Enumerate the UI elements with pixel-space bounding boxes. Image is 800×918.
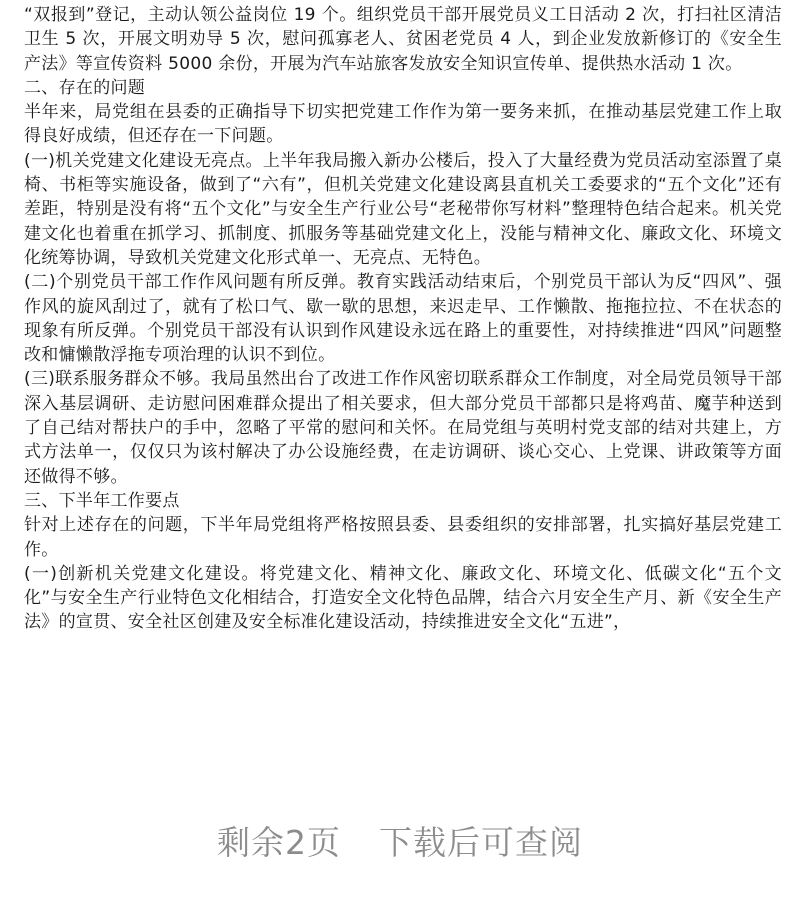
content-fade-overlay	[0, 700, 800, 800]
paragraph-problems-intro: 半年来，局党组在县委的正确指导下切实把党建工作作为第一要务来抓，在推动基层党建工作上取得良好成绩，但还存在一下问题。	[24, 102, 782, 147]
paragraph-next-half-intro: 针对上述存在的问题，下半年局党组将严格按照县委、县委组织的安排部署，扎实搞好基层党建工作。	[24, 515, 782, 560]
paragraph-problem-2: (二)个别党员干部工作作风问题有所反弹。教育实践活动结束后，个别党员干部认为反“四风”、强作风的旋风刮过了，就有了松口气、歇一歇的思想，来迟走早、工作懒散、拖拖拉拉、不在状态的现象有所反弹。个别党员干部没有认识到作风建设永远在路上的重要性，对持续推进“四风”问题整改和慵懒散浮拖专项治理的认识不到位。	[24, 272, 782, 366]
remaining-pages-label: 剩余2页	[217, 823, 341, 862]
remaining-pages-notice[interactable]	[0, 817, 800, 864]
paragraph-plan-1: (一)创新机关党建文化建设。将党建文化、精神文化、廉政文化、环境文化、低碳文化“五个文化”与安全生产行业特色文化相结合，打造安全文化特色品牌，结合六月安全生产月、新《安全生产法》的宣贯、安全社区创建及安全标准化建设活动，持续推进安全文化“五进”，	[24, 563, 782, 633]
document-body	[24, 3, 782, 635]
section-heading-problems: 二、存在的问题	[24, 77, 146, 98]
section-heading-next-half: 三、下半年工作要点	[24, 490, 180, 511]
paragraph-volunteer-activities: “双报到”登记，主动认领公益岗位 19 个。组织党员干部开展党员义工日活动 2 次，打扫社区清洁卫生 5 次，开展文明劝导 5 次，慰问孤寡老人、贫困老党员 4 人，到企业发放新修订的《安全生产法》等宣传资料 5000 余份，开展为汽车站旅客发放安全知识宣传单、提供热水活动 1 次。	[24, 5, 782, 74]
download-hint-label: 下载后可查阅	[379, 823, 583, 862]
paragraph-problem-3: (三)联系服务群众不够。我局虽然出台了改进工作作风密切联系群众工作制度，对全局党员领导干部深入基层调研、走访慰问困难群众提出了相关要求，但大部分党员干部都只是将鸡苗、魔芋种送到了自己结对帮扶户的手中，忽略了平常的慰问和关怀。在局党组与英明村党支部的结对共建上，方式方法单一，仅仅只为该村解决了办公设施经费，在走访调研、谈心交心、上党课、讲政策等方面还做得不够。	[24, 369, 782, 487]
paragraph-problem-1: (一)机关党建文化建设无亮点。上半年我局搬入新办公楼后，投入了大量经费为党员活动室添置了桌椅、书柜等实施设备，做到了“六有”，但机关党建文化建设离县直机关工委要求的“五个文化”还有差距，特别是没有将“五个文化”与安全生产行业公号“老秘带你写材料”整理特色结合起来。机关党建文化也着重在抓学习、抓制度、抓服务等基础党建文化上，没能与精神文化、廉政文化、环境文化统筹协调，导致机关党建文化形式单一、无亮点、无特色。	[24, 150, 782, 268]
